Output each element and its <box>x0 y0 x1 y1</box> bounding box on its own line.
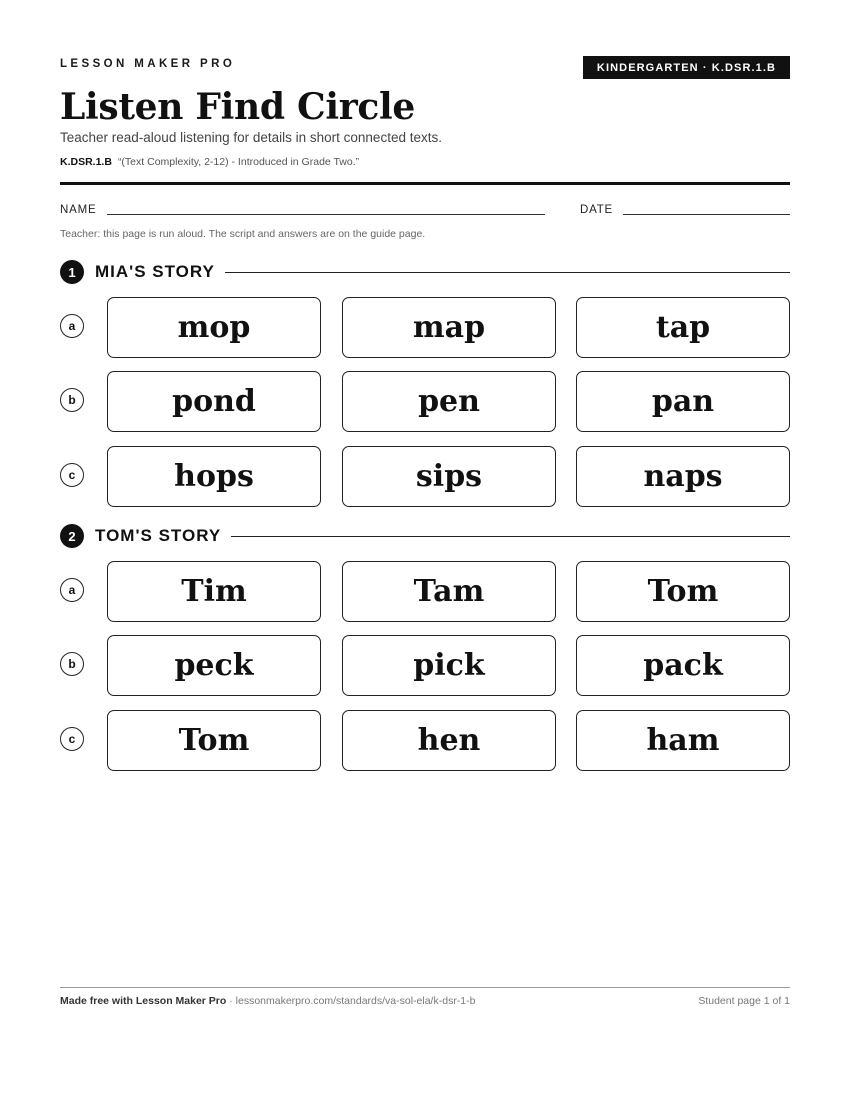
word-choice[interactable]: Tom <box>576 561 790 622</box>
word-choice[interactable]: pen <box>342 371 556 432</box>
word-choice[interactable]: pack <box>576 635 790 696</box>
word-choice[interactable]: tap <box>576 297 790 358</box>
word-choice[interactable]: Tam <box>342 561 556 622</box>
date-label: DATE <box>580 204 614 216</box>
question-row <box>60 635 790 697</box>
row-letter: a <box>60 578 84 602</box>
question-row <box>60 371 790 433</box>
grade-standard-badge: KINDERGARTEN · K.DSR.1.B <box>583 56 790 79</box>
row-letter: c <box>60 727 84 751</box>
word-choice[interactable]: sips <box>342 446 556 507</box>
word-choice[interactable]: hops <box>107 446 321 507</box>
word-choice[interactable]: naps <box>576 446 790 507</box>
section-header <box>60 524 790 548</box>
header-divider <box>60 182 790 185</box>
word-choice[interactable]: ham <box>576 710 790 771</box>
question-row <box>60 446 790 508</box>
date-field[interactable] <box>623 214 790 215</box>
row-letter: b <box>60 388 84 412</box>
word-choice[interactable]: peck <box>107 635 321 696</box>
name-label: NAME <box>60 204 97 216</box>
word-choice[interactable]: pond <box>107 371 321 432</box>
footer-url: · lessonmakerpro.com/standards/va-sol-ela/k-dsr-1-b <box>226 995 476 1007</box>
footer-made-with: Made free with Lesson Maker Pro <box>60 995 227 1007</box>
footer-page-number: Student page 1 of 1 <box>698 995 790 1007</box>
word-choice[interactable]: hen <box>342 710 556 771</box>
word-choice[interactable]: Tim <box>107 561 321 622</box>
standard-code: K.DSR.1.B <box>60 156 112 168</box>
name-field[interactable] <box>107 214 545 215</box>
question-row <box>60 710 790 772</box>
section-number: 2 <box>60 524 84 548</box>
question-row <box>60 297 790 359</box>
row-letter: a <box>60 314 84 338</box>
word-choice[interactable]: Tom <box>107 710 321 771</box>
standard-note: “(Text Complexity, 2-12) - Introduced in Grade Two.” <box>117 156 360 168</box>
brand-name: LESSON MAKER PRO <box>60 58 236 70</box>
standard-line <box>60 156 359 168</box>
section-title: TOM'S STORY <box>95 524 231 548</box>
page-title: Listen Find Circle <box>60 86 416 128</box>
row-letter: c <box>60 463 84 487</box>
section-number: 1 <box>60 260 84 284</box>
footer-divider <box>60 987 790 988</box>
teacher-note: Teacher: this page is run aloud. The script and answers are on the guide page. <box>60 228 426 240</box>
row-letter: b <box>60 652 84 676</box>
section-title: MIA'S STORY <box>95 260 225 284</box>
question-row <box>60 561 790 623</box>
footer-credit <box>60 995 475 1007</box>
word-choice[interactable]: mop <box>107 297 321 358</box>
word-choice[interactable]: pan <box>576 371 790 432</box>
word-choice[interactable]: map <box>342 297 556 358</box>
page-subtitle: Teacher read-aloud listening for details in short connected texts. <box>60 130 442 145</box>
section-header <box>60 260 790 284</box>
word-choice[interactable]: pick <box>342 635 556 696</box>
